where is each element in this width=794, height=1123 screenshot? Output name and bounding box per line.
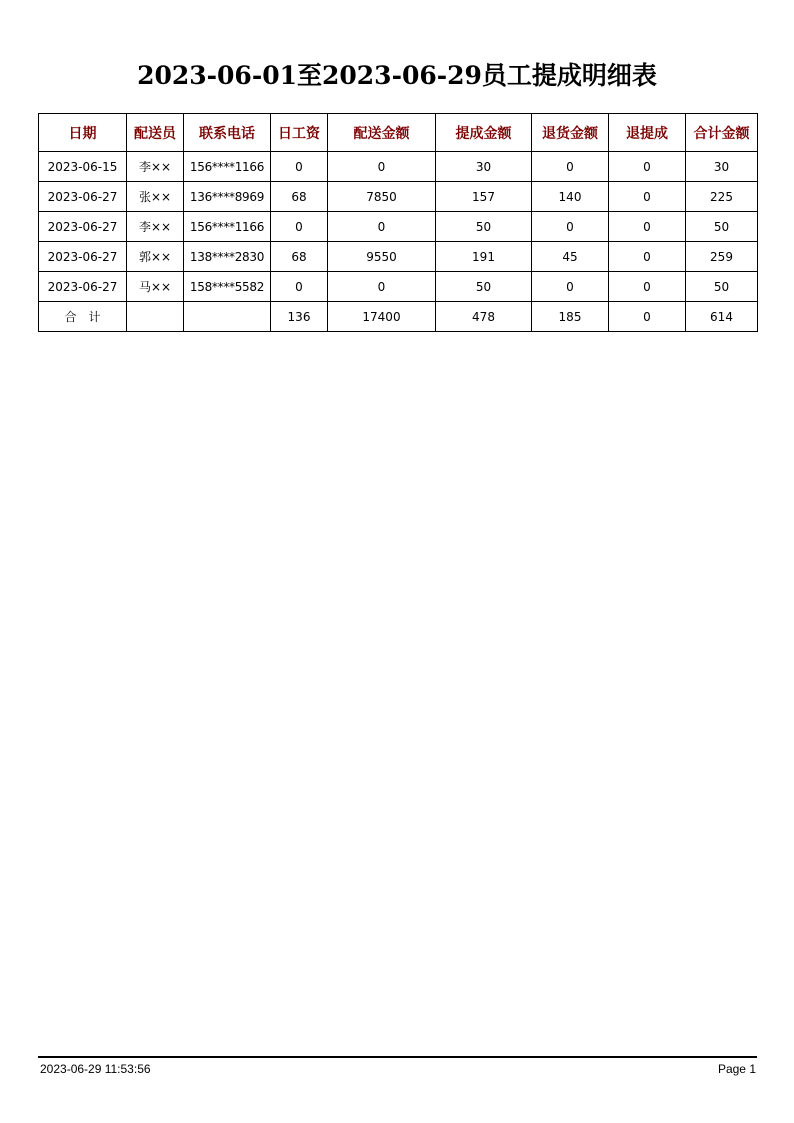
cell-total-amount: 30	[686, 152, 758, 182]
cell-courier: 李××	[127, 212, 184, 242]
cell-return-amount: 45	[532, 242, 609, 272]
cell-total-amount: 50	[686, 272, 758, 302]
cell-total-phone	[184, 302, 271, 332]
cell-total-total-amount: 614	[686, 302, 758, 332]
cell-total-return-commission: 0	[609, 302, 686, 332]
header-courier: 配送员	[127, 114, 184, 152]
header-daily-wage: 日工资	[271, 114, 328, 152]
cell-return-commission: 0	[609, 182, 686, 212]
table-row	[39, 212, 758, 242]
table-row	[39, 182, 758, 212]
header-total-amount: 合计金额	[686, 114, 758, 152]
cell-delivery-amount: 7850	[328, 182, 436, 212]
table-row	[39, 242, 758, 272]
cell-total-delivery-amount: 17400	[328, 302, 436, 332]
commission-table	[38, 113, 758, 332]
cell-delivery-amount: 0	[328, 212, 436, 242]
cell-total-daily-wage: 136	[271, 302, 328, 332]
cell-total-commission-amount: 478	[436, 302, 532, 332]
cell-return-amount: 0	[532, 272, 609, 302]
cell-return-commission: 0	[609, 212, 686, 242]
cell-courier: 李××	[127, 152, 184, 182]
cell-phone: 138****2830	[184, 242, 271, 272]
cell-phone: 158****5582	[184, 272, 271, 302]
cell-return-amount: 0	[532, 152, 609, 182]
header-phone: 联系电话	[184, 114, 271, 152]
cell-date: 2023-06-27	[39, 182, 127, 212]
cell-delivery-amount: 0	[328, 272, 436, 302]
cell-commission-amount: 157	[436, 182, 532, 212]
cell-phone: 136****8969	[184, 182, 271, 212]
cell-total-amount: 225	[686, 182, 758, 212]
cell-date: 2023-06-27	[39, 272, 127, 302]
table-row	[39, 272, 758, 302]
cell-commission-amount: 30	[436, 152, 532, 182]
cell-return-commission: 0	[609, 152, 686, 182]
cell-phone: 156****1166	[184, 212, 271, 242]
cell-daily-wage: 68	[271, 182, 328, 212]
table-header-row	[39, 114, 758, 152]
cell-daily-wage: 0	[271, 212, 328, 242]
cell-total-return-amount: 185	[532, 302, 609, 332]
cell-date: 2023-06-15	[39, 152, 127, 182]
cell-courier: 郭××	[127, 242, 184, 272]
header-return-amount: 退货金额	[532, 114, 609, 152]
cell-phone: 156****1166	[184, 152, 271, 182]
table-row	[39, 152, 758, 182]
header-date: 日期	[39, 114, 127, 152]
report-title: 2023-06-01至2023-06-29员工提成明细表	[137, 61, 657, 90]
page-number: Page 1	[717, 1062, 756, 1076]
cell-return-commission: 0	[609, 272, 686, 302]
header-return-commission: 退提成	[609, 114, 686, 152]
cell-commission-amount: 191	[436, 242, 532, 272]
table-total-row	[39, 302, 758, 332]
header-delivery-amount: 配送金额	[328, 114, 436, 152]
cell-total-label: 合 计	[39, 302, 127, 332]
cell-total-amount: 50	[686, 212, 758, 242]
cell-total-courier	[127, 302, 184, 332]
cell-commission-amount: 50	[436, 272, 532, 302]
cell-delivery-amount: 0	[328, 152, 436, 182]
cell-daily-wage: 0	[271, 152, 328, 182]
cell-daily-wage: 0	[271, 272, 328, 302]
cell-courier: 马××	[127, 272, 184, 302]
cell-date: 2023-06-27	[39, 242, 127, 272]
cell-total-amount: 259	[686, 242, 758, 272]
print-timestamp: 2023-06-29 11:53:56	[40, 1062, 151, 1076]
cell-return-amount: 140	[532, 182, 609, 212]
cell-date: 2023-06-27	[39, 212, 127, 242]
cell-commission-amount: 50	[436, 212, 532, 242]
cell-delivery-amount: 9550	[328, 242, 436, 272]
cell-return-commission: 0	[609, 242, 686, 272]
cell-return-amount: 0	[532, 212, 609, 242]
cell-courier: 张××	[127, 182, 184, 212]
cell-daily-wage: 68	[271, 242, 328, 272]
header-commission-amount: 提成金额	[436, 114, 532, 152]
footer-divider	[38, 1056, 757, 1058]
